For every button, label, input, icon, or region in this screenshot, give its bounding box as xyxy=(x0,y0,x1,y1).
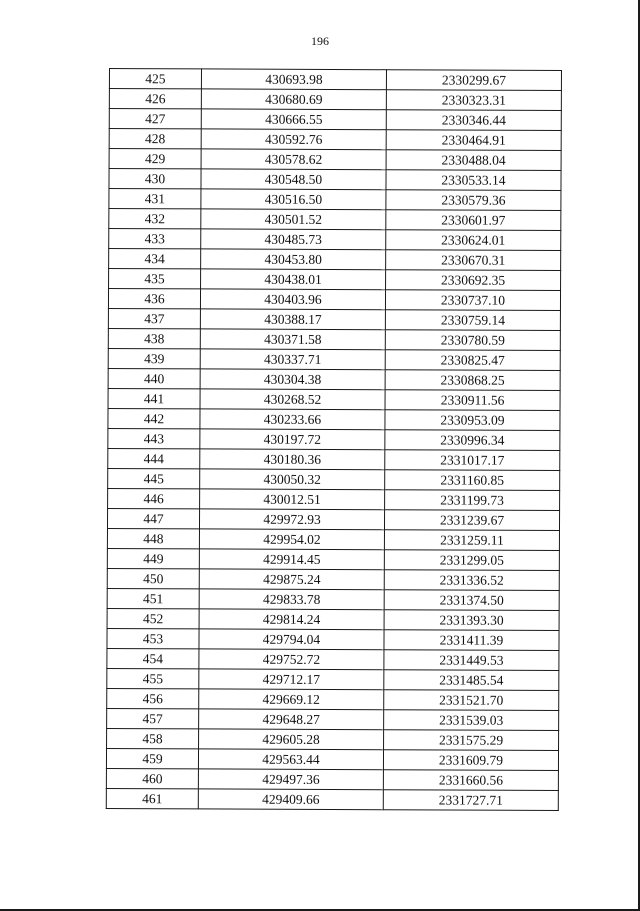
point-id-cell: 460 xyxy=(106,768,198,788)
table-row xyxy=(109,109,561,131)
y-coordinate-cell: 2330579.36 xyxy=(386,190,561,211)
point-id-cell: 434 xyxy=(109,249,201,269)
point-id-cell: 431 xyxy=(109,189,201,209)
y-coordinate-cell: 2331336.52 xyxy=(384,570,559,591)
x-coordinate-cell: 429972.93 xyxy=(199,509,384,530)
y-coordinate-cell: 2330624.01 xyxy=(386,230,561,251)
y-coordinate-cell: 2330488.04 xyxy=(386,150,561,171)
y-coordinate-cell: 2331374.50 xyxy=(384,590,559,611)
point-id-cell: 436 xyxy=(108,289,200,309)
x-coordinate-cell: 430388.17 xyxy=(200,309,385,330)
table-row xyxy=(109,189,561,211)
point-id-cell: 428 xyxy=(109,129,201,149)
table-row xyxy=(109,129,561,151)
point-id-cell: 445 xyxy=(108,468,200,488)
table-row xyxy=(108,388,560,410)
x-coordinate-cell: 430438.01 xyxy=(201,269,386,290)
x-coordinate-cell: 430666.55 xyxy=(201,109,386,130)
point-id-cell: 448 xyxy=(107,528,199,548)
point-id-cell: 429 xyxy=(109,149,201,169)
point-id-cell: 426 xyxy=(109,89,201,109)
table-row xyxy=(108,488,560,510)
x-coordinate-cell: 430693.98 xyxy=(201,69,386,90)
point-id-cell: 433 xyxy=(109,229,201,249)
x-coordinate-cell: 430453.80 xyxy=(201,249,386,270)
y-coordinate-cell: 2330996.34 xyxy=(385,430,560,451)
x-coordinate-cell: 430012.51 xyxy=(200,489,385,510)
point-id-cell: 439 xyxy=(108,348,200,368)
table-row xyxy=(109,69,561,91)
point-id-cell: 442 xyxy=(108,408,200,428)
point-id-cell: 458 xyxy=(107,728,199,748)
y-coordinate-cell: 2330533.14 xyxy=(386,170,561,191)
point-id-cell: 432 xyxy=(109,209,201,229)
y-coordinate-cell: 2330346.44 xyxy=(386,110,561,131)
x-coordinate-cell: 430371.58 xyxy=(200,329,385,350)
x-coordinate-cell: 430516.50 xyxy=(201,189,386,210)
point-id-cell: 446 xyxy=(108,488,200,508)
point-id-cell: 441 xyxy=(108,388,200,408)
table-row xyxy=(108,348,560,370)
y-coordinate-cell: 2330299.67 xyxy=(386,70,561,91)
table-row xyxy=(108,408,560,430)
coordinate-table-body xyxy=(106,69,561,811)
x-coordinate-cell: 429752.72 xyxy=(199,649,384,670)
y-coordinate-cell: 2331521.70 xyxy=(384,690,559,711)
table-row xyxy=(109,269,561,291)
table-row xyxy=(108,368,560,390)
page-number: 196 xyxy=(311,34,329,48)
y-coordinate-cell: 2331609.79 xyxy=(383,750,558,771)
x-coordinate-cell: 430501.52 xyxy=(201,209,386,230)
table-row xyxy=(107,728,559,750)
table-row xyxy=(107,668,559,690)
table-row xyxy=(108,468,560,490)
x-coordinate-cell: 430050.32 xyxy=(200,469,385,490)
y-coordinate-cell: 2331393.30 xyxy=(384,610,559,631)
table-row xyxy=(109,169,561,191)
point-id-cell: 450 xyxy=(107,568,199,588)
point-id-cell: 425 xyxy=(109,69,201,89)
y-coordinate-cell: 2330670.31 xyxy=(386,250,561,271)
x-coordinate-cell: 429814.24 xyxy=(199,609,384,630)
y-coordinate-cell: 2330737.10 xyxy=(385,290,560,311)
y-coordinate-cell: 2331239.67 xyxy=(384,510,559,531)
y-coordinate-cell: 2331660.56 xyxy=(383,770,558,791)
y-coordinate-cell: 2330953.09 xyxy=(385,410,560,431)
point-id-cell: 440 xyxy=(108,368,200,388)
x-coordinate-cell: 429648.27 xyxy=(199,709,384,730)
x-coordinate-cell: 429605.28 xyxy=(199,729,384,750)
point-id-cell: 455 xyxy=(107,668,199,688)
point-id-cell: 454 xyxy=(107,648,199,668)
table-row xyxy=(109,229,561,251)
x-coordinate-cell: 429914.45 xyxy=(199,549,384,570)
table-row xyxy=(106,748,558,770)
table-row xyxy=(109,89,561,111)
x-coordinate-cell: 430337.71 xyxy=(200,349,385,370)
point-id-cell: 456 xyxy=(107,688,199,708)
table-row xyxy=(107,688,559,710)
x-coordinate-cell: 430485.73 xyxy=(201,229,386,250)
x-coordinate-cell: 429669.12 xyxy=(199,689,384,710)
table-row xyxy=(107,648,559,670)
table-row xyxy=(107,628,559,650)
x-coordinate-cell: 430548.50 xyxy=(201,169,386,190)
table-row xyxy=(108,289,560,311)
y-coordinate-cell: 2330759.14 xyxy=(385,310,560,331)
point-id-cell: 447 xyxy=(107,508,199,528)
x-coordinate-cell: 430233.66 xyxy=(200,409,385,430)
y-coordinate-cell: 2331299.05 xyxy=(384,550,559,571)
y-coordinate-cell: 2330601.97 xyxy=(386,210,561,231)
table-row xyxy=(106,788,558,810)
y-coordinate-cell: 2331411.39 xyxy=(384,630,559,651)
table-row xyxy=(109,209,561,231)
y-coordinate-cell: 2331449.53 xyxy=(384,650,559,671)
y-coordinate-cell: 2331160.85 xyxy=(385,470,560,491)
x-coordinate-cell: 429497.36 xyxy=(198,769,383,790)
table-row xyxy=(107,608,559,630)
point-id-cell: 435 xyxy=(109,269,201,289)
y-coordinate-cell: 2330692.35 xyxy=(386,270,561,291)
point-id-cell: 437 xyxy=(108,308,200,328)
y-coordinate-cell: 2330868.25 xyxy=(385,370,560,391)
table-row xyxy=(108,328,560,350)
y-coordinate-cell: 2330780.59 xyxy=(385,330,560,351)
y-coordinate-cell: 2331485.54 xyxy=(384,670,559,691)
y-coordinate-cell: 2331199.73 xyxy=(385,490,560,511)
x-coordinate-cell: 430578.62 xyxy=(201,149,386,170)
x-coordinate-cell: 429875.24 xyxy=(199,569,384,590)
point-id-cell: 451 xyxy=(107,588,199,608)
x-coordinate-cell: 430592.76 xyxy=(201,129,386,150)
table-row xyxy=(109,149,561,171)
coordinate-table xyxy=(106,68,562,811)
point-id-cell: 461 xyxy=(106,788,198,808)
table-row xyxy=(107,528,559,550)
y-coordinate-cell: 2331259.11 xyxy=(384,530,559,551)
x-coordinate-cell: 429563.44 xyxy=(198,749,383,770)
table-row xyxy=(107,568,559,590)
table-row xyxy=(108,428,560,450)
x-coordinate-cell: 430197.72 xyxy=(200,429,385,450)
x-coordinate-cell: 429712.17 xyxy=(199,669,384,690)
table-row xyxy=(107,708,559,730)
y-coordinate-cell: 2330323.31 xyxy=(386,90,561,111)
table-row xyxy=(106,768,558,790)
point-id-cell: 457 xyxy=(107,708,199,728)
x-coordinate-cell: 429954.02 xyxy=(199,529,384,550)
y-coordinate-cell: 2331539.03 xyxy=(384,710,559,731)
x-coordinate-cell: 430268.52 xyxy=(200,389,385,410)
point-id-cell: 453 xyxy=(107,628,199,648)
x-coordinate-cell: 429409.66 xyxy=(198,789,383,810)
y-coordinate-cell: 2330825.47 xyxy=(385,350,560,371)
x-coordinate-cell: 429833.78 xyxy=(199,589,384,610)
x-coordinate-cell: 430304.38 xyxy=(200,369,385,390)
point-id-cell: 444 xyxy=(108,448,200,468)
x-coordinate-cell: 430180.36 xyxy=(200,449,385,470)
point-id-cell: 452 xyxy=(107,608,199,628)
table-row xyxy=(108,308,560,330)
table-row xyxy=(107,588,559,610)
point-id-cell: 443 xyxy=(108,428,200,448)
point-id-cell: 449 xyxy=(107,548,199,568)
table-row xyxy=(107,548,559,570)
point-id-cell: 459 xyxy=(106,748,198,768)
point-id-cell: 438 xyxy=(108,328,200,348)
y-coordinate-cell: 2331017.17 xyxy=(385,450,560,471)
point-id-cell: 427 xyxy=(109,109,201,129)
y-coordinate-cell: 2330464.91 xyxy=(386,130,561,151)
y-coordinate-cell: 2331575.29 xyxy=(384,730,559,751)
table-row xyxy=(107,508,559,530)
point-id-cell: 430 xyxy=(109,169,201,189)
x-coordinate-cell: 429794.04 xyxy=(199,629,384,650)
table-row xyxy=(108,448,560,470)
y-coordinate-cell: 2331727.71 xyxy=(383,790,558,811)
x-coordinate-cell: 430680.69 xyxy=(201,89,386,110)
y-coordinate-cell: 2330911.56 xyxy=(385,390,560,411)
table-row xyxy=(109,249,561,271)
x-coordinate-cell: 430403.96 xyxy=(200,289,385,310)
